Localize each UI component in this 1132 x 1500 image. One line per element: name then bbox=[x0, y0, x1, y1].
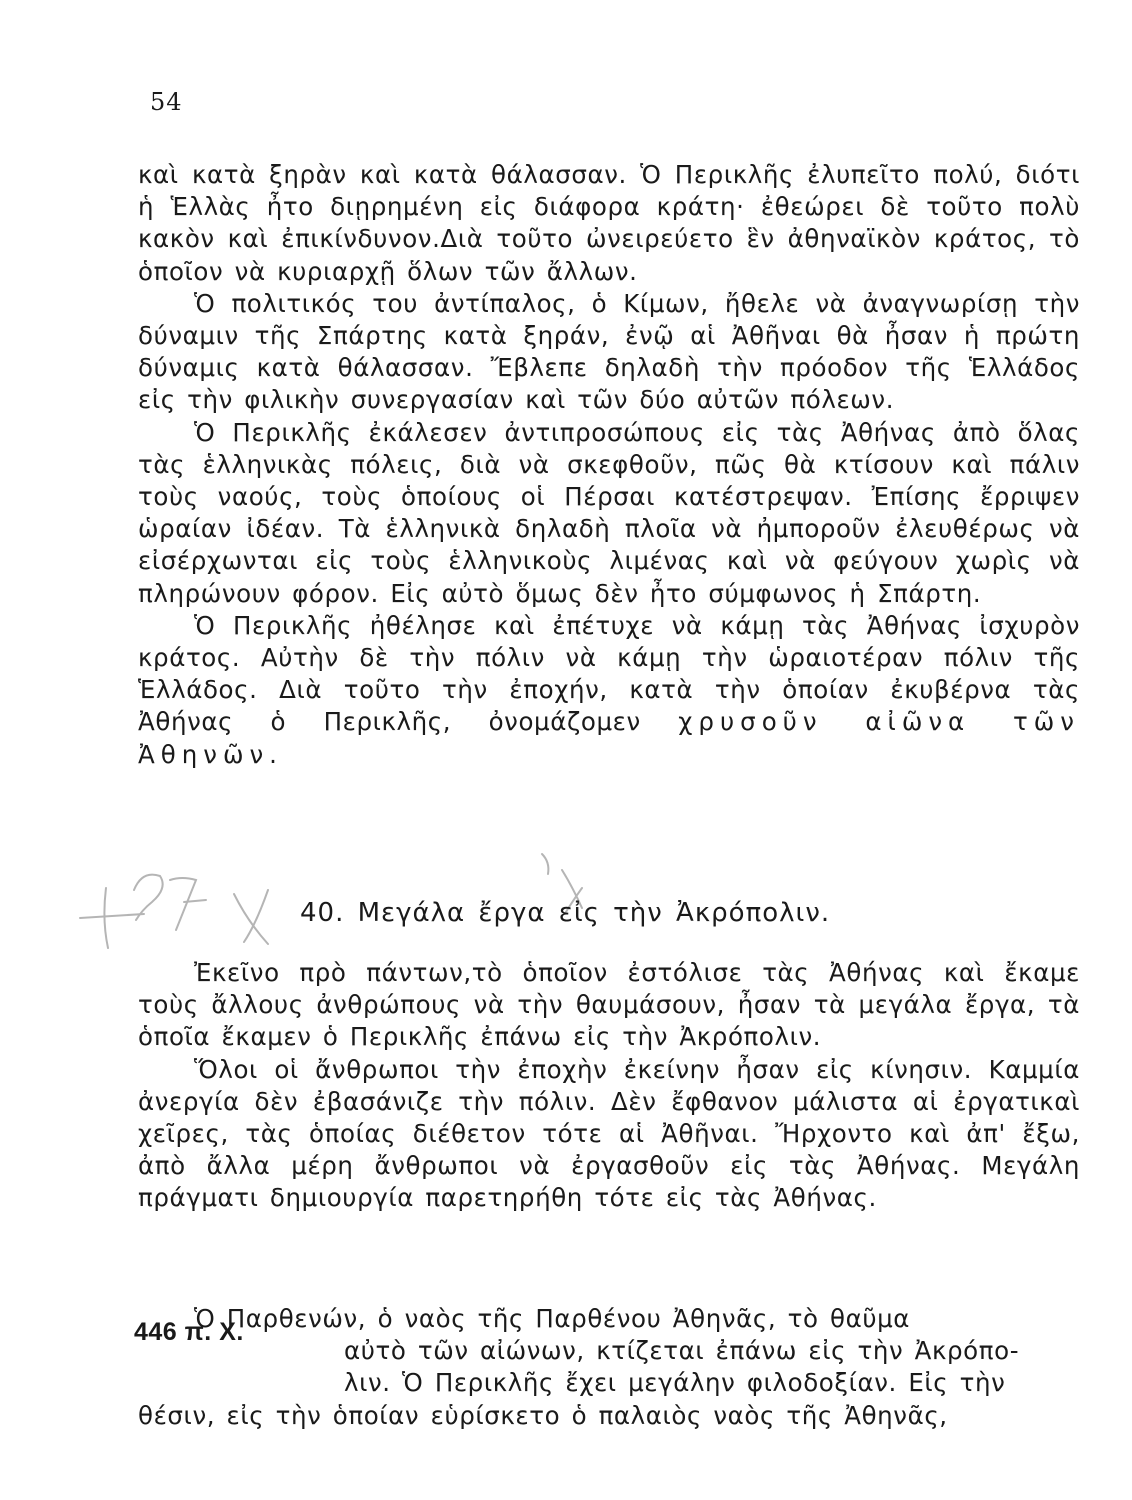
paragraph-4 bbox=[138, 610, 1080, 771]
paragraph-1: καὶ κατὰ ξηρὰν καὶ κατὰ θάλασσαν. Ὁ Περικλῆς ἐλυπεῖτο πολύ, διότι ἡ Ἑλλὰς ἦτο διῃρημένη εἰς διάφορα κράτη· ἐθεώρει δὲ τοῦτο πολὺ κακὸν καὶ ἐπικίνδυνον.Διὰ τοῦτο ὠνειρεύετο ἓν ἀθηναϊκὸν κράτος, τὸ ὁποῖον νὰ κυριαρχῇ ὅλων τῶν ἄλλων. bbox=[138, 160, 1080, 286]
page-number: 54 bbox=[150, 88, 183, 116]
golden-age-phrase: χρυσοῦν αἰῶνα τῶν Ἀθηνῶν. bbox=[138, 707, 1080, 769]
paragraph-7 bbox=[138, 1303, 1080, 1432]
paragraph-5: Ἐκεῖνο πρὸ πάντων,τὸ ὁποῖον ἐστόλισε τὰς Ἀθήνας καὶ ἔκαμε τοὺς ἄλλους ἀνθρώπους νὰ τὴν θαυμάσουν, ἦσαν τὰ μεγάλα ἔργα, τὰ ὁποῖα ἔκαμεν ὁ Περικλῆς ἐπάνω εἰς τὴν Ἀκρόπολιν. bbox=[138, 958, 1080, 1052]
paragraph-2: Ὁ πολιτικός του ἀντίπαλος, ὁ Κίμων, ἤθελε νὰ ἀναγνωρίσῃ τὴν δύναμιν τῆς Σπάρτης κατὰ ξηράν, ἐνῷ αἱ Ἀθῆναι θὰ ἦσαν ἡ πρώτη δύναμις κατὰ θάλασσαν. Ἔβλεπε δηλαδὴ τὴν πρόοδον τῆς Ἑλλάδος εἰς τὴν φιλικὴν συνεργασίαν καὶ τῶν δύο αὐτῶν πόλεων. bbox=[138, 288, 1080, 415]
paragraph-7-line-3: λιν. Ὁ Περικλῆς ἔχει μεγάλην φιλοδοξίαν. Εἰς τὴν bbox=[344, 1368, 1006, 1398]
text-section-2 bbox=[138, 957, 1080, 1215]
paragraph-7-line-2: αὐτὸ τῶν αἰώνων, κτίζεται ἐπάνω εἰς τὴν Ἀκρόπο- bbox=[344, 1336, 1020, 1366]
text-section-1 bbox=[138, 159, 1080, 771]
paragraph-7-line-1: Ὁ Παρθενών, ὁ ναὸς τῆς Παρθένου Ἀθηνᾶς, τὸ θαῦμα bbox=[194, 1304, 911, 1333]
paragraph-7-line-4: θέσιν, εἰς τὴν ὁποίαν εὑρίσκετο ὁ παλαιὸς ναὸς τῆς Ἀθηνᾶς, bbox=[138, 1400, 948, 1430]
section-heading: 40. Μεγάλα ἔργα εἰς τὴν Ἀκρόπολιν. bbox=[300, 898, 831, 928]
margin-date: 446 π. Χ. bbox=[134, 1318, 244, 1346]
paragraph-3: Ὁ Περικλῆς ἐκάλεσεν ἀντιπροσώπους εἰς τὰς Ἀθήνας ἀπὸ ὅλας τὰς ἑλληνικὰς πόλεις, διὰ νὰ σκεφθοῦν, πῶς θὰ κτίσουν καὶ πάλιν τοὺς ναούς, τοὺς ὁποίους οἱ Πέρσαι κατέστρεψαν. Ἐπίσης ἔρριψεν ὡραίαν ἰδέαν. Τὰ ἑλληνικὰ δηλαδὴ πλοῖα νὰ ἠμποροῦν ἐλευθέρως νὰ εἰσέρχωνται εἰς τοὺς ἑλληνικοὺς λιμένας καὶ νὰ φεύγουν χωρὶς νὰ πληρώνουν φόρον. Εἰς αὐτὸ ὅμως δὲν ἦτο σύμφωνος ἡ Σπάρτη. bbox=[138, 417, 1080, 608]
paragraph-6: Ὅλοι οἱ ἄνθρωποι τὴν ἐποχὴν ἐκείνην ἦσαν εἰς κίνησιν. Καμμία ἀνεργία δὲν ἐβασάνιζε τὴν πόλιν. Δὲν ἔφθανον μάλιστα αἱ ἐργατικαὶ χεῖρες, τὰς ὁποίας διέθετον τότε αἱ Ἀθῆναι. Ἤρχοντο καὶ ἀπ' ἔξω, ἀπὸ ἄλλα μέρη ἄνθρωποι νὰ ἐργασθοῦν εἰς τὰς Ἀθήνας. Μεγάλη πράγματι δημιουργία παρετηρήθη τότε εἰς τὰς Ἀθήνας. bbox=[138, 1054, 1080, 1213]
text-section-3 bbox=[138, 1303, 1080, 1432]
paragraph-4-text: Ὁ Περικλῆς ἠθέλησε καὶ ἐπέτυχε νὰ κάμῃ τὰς Ἀθήνας ἰσχυρὸν κράτος. Αὐτὴν δὲ τὴν πόλιν νὰ κάμῃ τὴν ὡραιοτέραν πόλιν τῆς Ἑλλάδος. Διὰ τοῦτο τὴν ἐποχήν, κατὰ τὴν ὁποίαν ἐκυβέρνα τὰς Ἀθήνας ὁ Περικλῆς, ὀνομάζομεν bbox=[138, 610, 1080, 737]
